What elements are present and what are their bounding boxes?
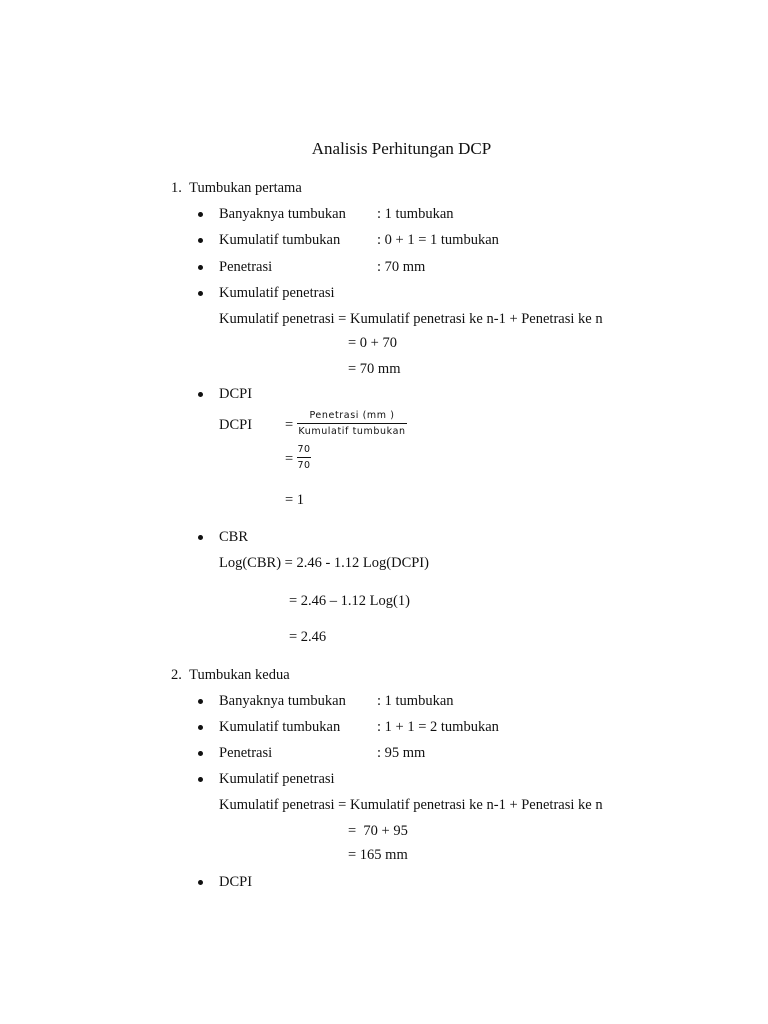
s1-kumulatif-label: Kumulatif tumbukan <box>219 232 341 248</box>
s1-dcpi-equals-2: = <box>285 451 294 467</box>
bullet-icon <box>198 392 203 397</box>
s2-banyaknya-label: Banyaknya tumbukan <box>219 693 346 709</box>
fraction-bar <box>297 423 407 424</box>
s1-cbr-formula: Log(CBR) = 2.46 - 1.12 Log(DCPI) <box>219 555 429 571</box>
dcpi-value-fraction <box>297 444 311 472</box>
s1-banyaknya-label: Banyaknya tumbukan <box>219 206 346 222</box>
s2-dcpi-label: DCPI <box>219 874 253 890</box>
dcpi-fraction <box>297 410 407 438</box>
section-2-heading: 2. Tumbukan kedua <box>171 667 290 683</box>
s1-penetrasi-label: Penetrasi <box>219 259 273 275</box>
s2-kumpen-label: Kumulatif penetrasi <box>219 771 335 787</box>
fraction-bar <box>297 457 311 458</box>
bullet-icon <box>198 212 203 217</box>
fraction-denominator: 70 <box>297 460 311 471</box>
s1-cbr-label: CBR <box>219 529 249 545</box>
s1-kumulatif-value: : 0 + 1 = 1 tumbukan <box>377 232 499 248</box>
bullet-icon <box>198 535 203 540</box>
s1-banyaknya-value: : 1 tumbukan <box>377 206 454 222</box>
s1-dcpi-label: DCPI <box>219 386 253 402</box>
s2-penetrasi-label: Penetrasi <box>219 745 273 761</box>
bullet-icon <box>198 291 203 296</box>
s2-banyaknya-value: : 1 tumbukan <box>377 693 454 709</box>
s2-penetrasi-value: : 95 mm <box>377 745 426 761</box>
s2-kumpen-step1: = 70 + 95 <box>348 823 408 839</box>
page-title: Analisis Perhitungan DCP <box>311 139 492 158</box>
bullet-icon <box>198 265 203 270</box>
bullet-icon <box>198 699 203 704</box>
s1-penetrasi-value: : 70 mm <box>377 259 426 275</box>
fraction-numerator: 70 <box>297 444 311 455</box>
bullet-icon <box>198 777 203 782</box>
bullet-icon <box>198 238 203 243</box>
s1-dcpi-formula-label: DCPI <box>219 417 253 433</box>
s1-kumpen-step1: = 0 + 70 <box>348 335 397 351</box>
bullet-icon <box>198 751 203 756</box>
bullet-icon <box>198 880 203 885</box>
s1-kumpen-formula: Kumulatif penetrasi = Kumulatif penetrasi ke n-1 + Penetrasi ke n <box>219 311 603 327</box>
s2-kumpen-step2: = 165 mm <box>348 847 408 863</box>
s1-kumpen-label: Kumulatif penetrasi <box>219 285 335 301</box>
bullet-icon <box>198 725 203 730</box>
s2-kumulatif-value: : 1 + 1 = 2 tumbukan <box>377 719 499 735</box>
s1-kumpen-step2: = 70 mm <box>348 361 401 377</box>
s2-kumulatif-label: Kumulatif tumbukan <box>219 719 341 735</box>
fraction-numerator: Penetrasi (mm ) <box>309 410 395 421</box>
s1-cbr-step2: = 2.46 <box>289 629 327 645</box>
s1-dcpi-result: = 1 <box>285 492 305 508</box>
section-1-heading: 1. Tumbukan pertama <box>171 180 302 196</box>
s2-kumpen-formula: Kumulatif penetrasi = Kumulatif penetrasi ke n-1 + Penetrasi ke n <box>219 797 603 813</box>
s1-cbr-step1: = 2.46 – 1.12 Log(1) <box>289 593 410 609</box>
fraction-denominator: Kumulatif tumbukan <box>298 426 406 437</box>
s1-dcpi-equals: = <box>285 417 294 433</box>
